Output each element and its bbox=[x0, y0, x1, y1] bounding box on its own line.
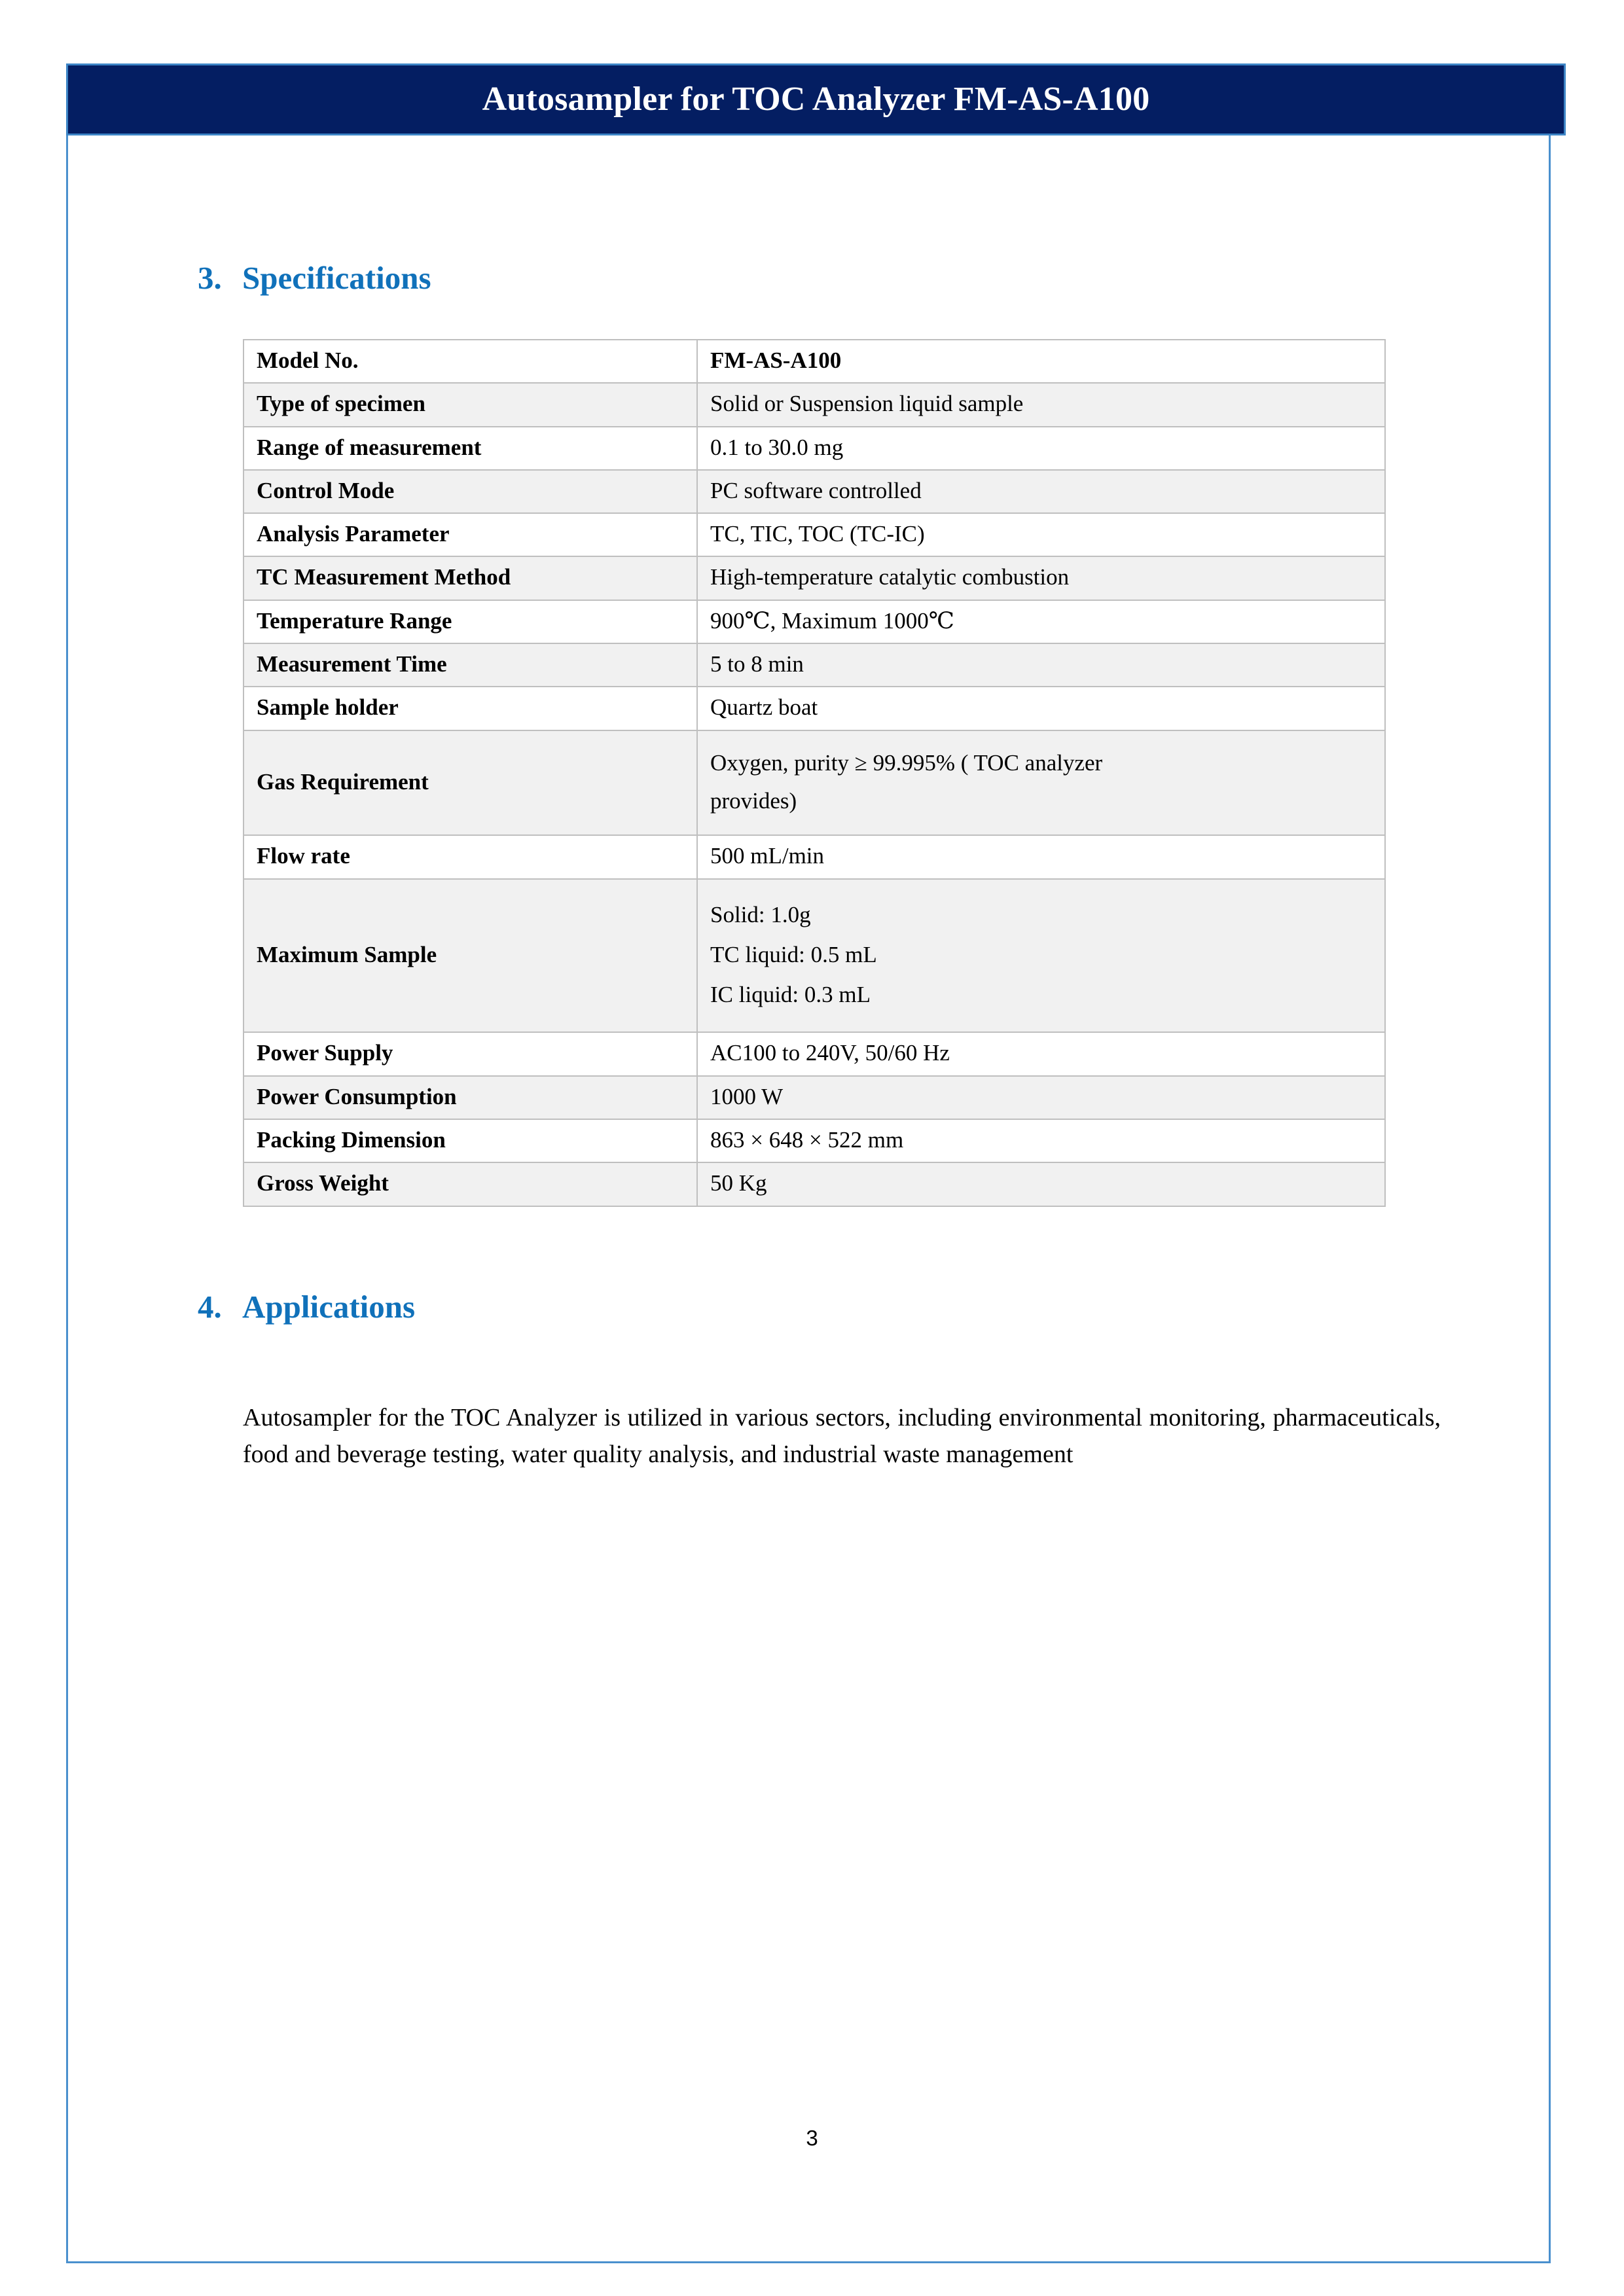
spec-value-line: 0.1 to 30.0 mg bbox=[710, 434, 844, 460]
spec-value-cell bbox=[697, 600, 1385, 643]
page-number: 3 bbox=[806, 2126, 818, 2150]
spec-label-cell: Type of specimen bbox=[244, 383, 697, 426]
spec-label-cell: Gas Requirement bbox=[244, 730, 697, 836]
spec-value-line: TC, TIC, TOC (TC-IC) bbox=[710, 521, 925, 547]
spec-label-cell: Sample holder bbox=[244, 687, 697, 730]
table-row bbox=[244, 340, 1385, 383]
spec-label-cell: Control Mode bbox=[244, 470, 697, 513]
spec-label-cell: Analysis Parameter bbox=[244, 513, 697, 556]
spec-value-cell bbox=[697, 470, 1385, 513]
spec-value-cell bbox=[697, 383, 1385, 426]
document-title: Autosampler for TOC Analyzer FM-AS-A100 bbox=[482, 81, 1150, 118]
spec-value-cell bbox=[697, 427, 1385, 470]
spec-label-cell: Temperature Range bbox=[244, 600, 697, 643]
table-row bbox=[244, 1076, 1385, 1119]
specifications-table bbox=[243, 339, 1386, 1207]
section-title-applications: Applications bbox=[242, 1289, 416, 1325]
spec-value-line: 5 to 8 min bbox=[710, 651, 804, 677]
table-row bbox=[244, 730, 1385, 836]
spec-value-line: PC software controlled bbox=[710, 477, 922, 503]
spec-value-cell bbox=[697, 556, 1385, 600]
spec-value-line: AC100 to 240V, 50/60 Hz bbox=[710, 1040, 950, 1066]
spec-label-cell: Measurement Time bbox=[244, 643, 697, 687]
table-row bbox=[244, 1162, 1385, 1206]
spec-label-cell: Power Supply bbox=[244, 1032, 697, 1075]
spec-value-cell bbox=[697, 879, 1385, 1033]
spec-value-cell bbox=[697, 687, 1385, 730]
spec-value-line: 900℃, Maximum 1000℃ bbox=[710, 607, 954, 634]
spec-label-cell: Packing Dimension bbox=[244, 1119, 697, 1162]
section-heading-specifications bbox=[198, 262, 431, 294]
table-row bbox=[244, 879, 1385, 1033]
spec-value-cell bbox=[697, 1076, 1385, 1119]
applications-paragraph: Autosampler for the TOC Analyzer is utilized in various sectors, including environmental monitoring, pharmaceuticals, food and beverage testing, water quality analysis, and industrial waste management bbox=[243, 1404, 1441, 1469]
spec-value-cell bbox=[697, 340, 1385, 383]
spec-value-cell bbox=[697, 1162, 1385, 1206]
spec-label-cell: Model No. bbox=[244, 340, 697, 383]
spec-value-cell bbox=[697, 835, 1385, 878]
table-row bbox=[244, 556, 1385, 600]
spec-label-cell: Maximum Sample bbox=[244, 879, 697, 1033]
spec-value-line: Solid or Suspension liquid sample bbox=[710, 391, 1024, 417]
spec-value-cell bbox=[697, 643, 1385, 687]
spec-value-line: IC liquid: 0.3 mL bbox=[710, 982, 871, 1008]
spec-value-cell bbox=[697, 513, 1385, 556]
table-row bbox=[244, 1032, 1385, 1075]
spec-value-line: Quartz boat bbox=[710, 694, 818, 721]
spec-value-line: 863 × 648 × 522 mm bbox=[710, 1127, 904, 1153]
section-heading-applications bbox=[198, 1291, 415, 1323]
spec-value-line: 1000 W bbox=[710, 1083, 784, 1109]
document-title-banner bbox=[66, 63, 1566, 135]
spec-value-line: provides) bbox=[710, 787, 797, 814]
table-row bbox=[244, 1119, 1385, 1162]
table-row bbox=[244, 383, 1385, 426]
table-row bbox=[244, 470, 1385, 513]
spec-label-cell: Flow rate bbox=[244, 835, 697, 878]
spec-label-cell: TC Measurement Method bbox=[244, 556, 697, 600]
spec-value-line: Oxygen, purity ≥ 99.995% ( TOC analyzer bbox=[710, 749, 1103, 776]
specifications-table-body bbox=[244, 340, 1385, 1206]
table-row bbox=[244, 600, 1385, 643]
spec-value-line: High-temperature catalytic combustion bbox=[710, 564, 1070, 590]
spec-value-cell bbox=[697, 1032, 1385, 1075]
spec-value-line: FM-AS-A100 bbox=[710, 348, 842, 373]
spec-label-cell: Gross Weight bbox=[244, 1162, 697, 1206]
spec-value-line: 50 Kg bbox=[710, 1170, 767, 1196]
table-row bbox=[244, 835, 1385, 878]
spec-value-line: Solid: 1.0g bbox=[710, 901, 811, 927]
section-number-specifications: 3. bbox=[198, 260, 222, 296]
spec-value-line: TC liquid: 0.5 mL bbox=[710, 941, 877, 967]
spec-label-cell: Power Consumption bbox=[244, 1076, 697, 1119]
spec-value-cell bbox=[697, 730, 1385, 836]
spec-value-cell bbox=[697, 1119, 1385, 1162]
table-row bbox=[244, 427, 1385, 470]
spec-value-line: 500 mL/min bbox=[710, 843, 825, 869]
table-row bbox=[244, 513, 1385, 556]
table-row bbox=[244, 687, 1385, 730]
table-row bbox=[244, 643, 1385, 687]
section-title-specifications: Specifications bbox=[242, 260, 431, 296]
spec-label-cell: Range of measurement bbox=[244, 427, 697, 470]
section-number-applications: 4. bbox=[198, 1289, 222, 1325]
